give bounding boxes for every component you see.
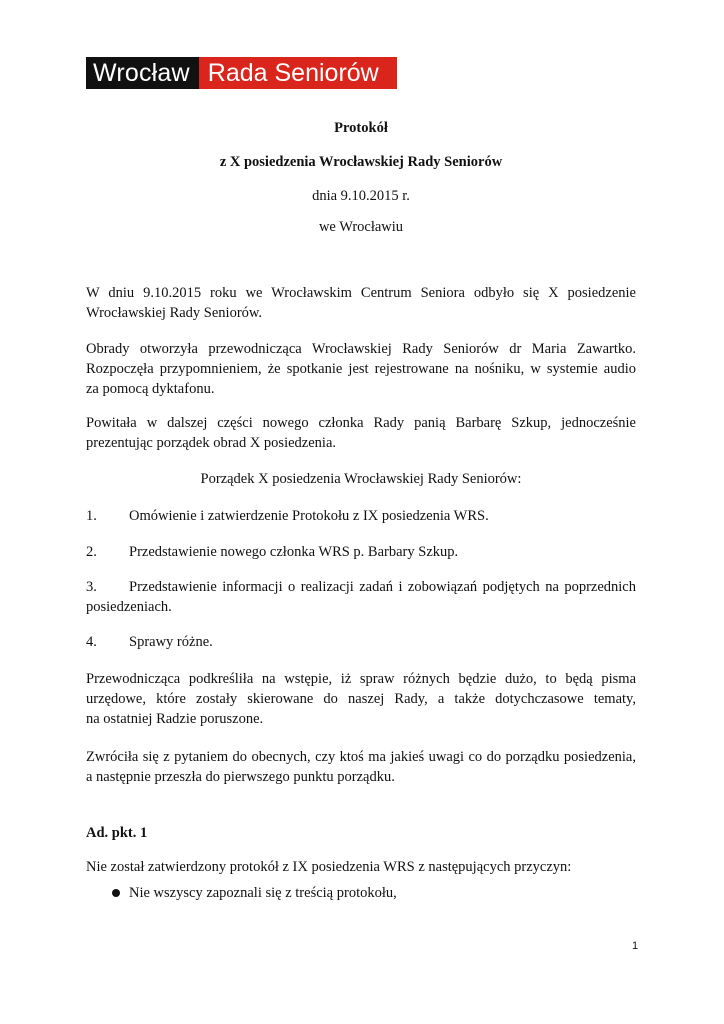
agenda-item-number: 2.	[86, 544, 97, 560]
agenda-item-number: 3.	[86, 579, 97, 595]
paragraph-not-approved: Nie został zatwierdzony protokół z IX posiedzenia WRS z następujących przyczyn:	[86, 859, 572, 875]
document-subtitle: z X posiedzenia Wrocławskiej Rady Seniorów	[219, 154, 503, 170]
logo-council: Rada Seniorów	[199, 57, 397, 89]
agenda-item-text: Przedstawienie informacji o realizacji zadań i zobowiązań podjętych na poprzednich	[129, 579, 636, 595]
paragraph-line: za pomocą dyktafonu.	[86, 381, 215, 397]
paragraph-various-matters	[86, 669, 636, 729]
agenda-item-number: 4.	[86, 634, 97, 650]
paragraph-line: Rozpoczęła przypomnieniem, że spotkanie jest rejestrowane na nośniku, w systemie audio	[86, 361, 636, 377]
paragraph-line: Powitała w dalszej części nowego członka Rady panią Barbarę Szkup, jednocześnie	[86, 415, 636, 431]
paragraph-line: a następnie przeszła do pierwszego punktu porządku.	[86, 769, 395, 785]
document-place: we Wrocławiu	[318, 219, 404, 235]
paragraph-line: Zwróciła się z pytaniem do obecnych, czy ktoś ma jakieś uwagi co do porządku posiedzenia,	[86, 749, 636, 765]
agenda-item-text: Omówienie i zatwierdzenie Protokołu z IX posiedzenia WRS.	[129, 508, 489, 524]
paragraph-opening	[86, 283, 636, 323]
agenda-heading: Porządek X posiedzenia Wrocławskiej Rady Seniorów:	[200, 471, 522, 487]
logo-city: Wrocław	[86, 57, 199, 89]
paragraph-line: Wrocławskiej Rady Seniorów.	[86, 305, 263, 321]
section-heading: Ad. pkt. 1	[86, 825, 148, 841]
paragraph-chair-opening	[86, 339, 636, 399]
paragraph-new-member	[86, 413, 636, 453]
document-date: dnia 9.10.2015 r.	[312, 188, 410, 204]
bullet-item: Nie wszyscy zapoznali się z treścią protokołu,	[129, 885, 397, 901]
paragraph-line: Obrady otworzyła przewodnicząca Wrocławskiej Rady Seniorów dr Maria Zawartko.	[86, 341, 636, 357]
paragraph-line: prezentując porządek obrad X posiedzenia.	[86, 435, 337, 451]
page-number: 1	[631, 940, 639, 952]
wroclaw-rada-seniorow-logo	[86, 57, 397, 89]
agenda-item-text: Przedstawienie nowego członka WRS p. Barbary Szkup.	[129, 544, 459, 560]
agenda-item-text-continued: posiedzeniach.	[86, 599, 172, 615]
document-title: Protokół	[334, 120, 388, 136]
paragraph-line: urzędowe, które zostały skierowane do naszej Rady, a także dotychczasowe tematy,	[86, 691, 636, 707]
paragraph-line: W dniu 9.10.2015 roku we Wrocławskim Centrum Seniora odbyło się X posiedzenie	[86, 285, 636, 301]
agenda-item-text: Sprawy różne.	[129, 634, 213, 650]
paragraph-line: na ostatniej Radzie poruszone.	[86, 711, 264, 727]
bullet-icon	[112, 889, 120, 897]
agenda-item-number: 1.	[86, 508, 97, 524]
paragraph-question	[86, 747, 636, 787]
paragraph-line: Przewodnicząca podkreśliła na wstępie, iż spraw różnych będzie dużo, to będą pisma	[86, 671, 636, 687]
